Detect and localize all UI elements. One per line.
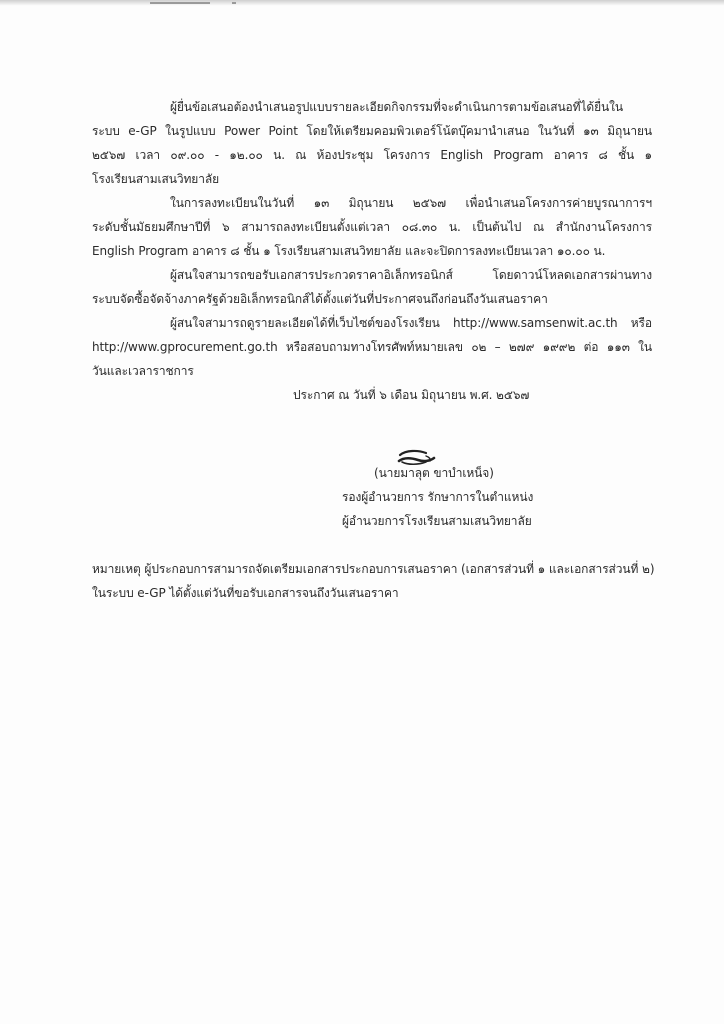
paragraph-4-line-3: วันและเวลาราชการ xyxy=(92,364,194,378)
paragraph-4-line-2: http://www.gprocurement.go.th หรือสอบถามทางโทรศัพท์หมายเลข ๐๒ – ๒๗๙ ๑๙๙๒ ต่อ ๑๑๓ ใน xyxy=(92,340,652,354)
scan-top-edge xyxy=(0,0,724,6)
note-line-2: ในระบบ e-GP ได้ตั้งแต่วันที่ขอรับเอกสารจนถึงวันเสนอราคา xyxy=(92,586,399,600)
paragraph-1-line-4: โรงเรียนสามเสนวิทยาลัย xyxy=(92,172,220,186)
scan-mark xyxy=(150,2,210,4)
signatory-name: (นายมาลุต ขาบำเหน็จ) xyxy=(374,466,494,480)
paragraph-2-line-1: ในการลงทะเบียนในวันที่ ๑๓ มิถุนายน ๒๕๖๗ เพื่อนำเสนอโครงการค่ายบูรณาการฯ xyxy=(170,196,652,210)
paragraph-1-line-1: ผู้ยื่นข้อเสนอต้องนำเสนอรูปแบบรายละเอียดกิจกรรมที่จะดำเนินการตามข้อเสนอที่ได้ยื่นใน xyxy=(170,100,623,114)
announcement-date: ประกาศ ณ วันที่ ๖ เดือน มิถุนายน พ.ศ. ๒๕๖๗ xyxy=(293,388,530,402)
scan-mark xyxy=(232,2,236,4)
paragraph-3-line-1: ผู้สนใจสามารถขอรับเอกสารประกวดราคาอิเล็กทรอนิกส์ โดยดาวน์โหลดเอกสารผ่านทาง xyxy=(170,268,652,282)
paragraph-2-line-3: English Program อาคาร ๘ ชั้น ๑ โรงเรียนสามเสนวิทยาลัย และจะปิดการลงทะเบียนเวลา ๑๐.๐๐ น. xyxy=(92,244,606,258)
signatory-position-1: รองผู้อำนวยการ รักษาการในตำแหน่ง xyxy=(342,490,534,504)
paragraph-3-line-2: ระบบจัดซื้อจัดจ้างภาครัฐด้วยอิเล็กทรอนิกส์ได้ตั้งแต่วันที่ประกาศจนถึงก่อนถึงวันเสนอราคา xyxy=(92,292,548,306)
paragraph-1-line-2: ระบบ e-GP ในรูปแบบ Power Point โดยให้เตรียมคอมพิวเตอร์โน้ตบุ๊คมานำเสนอ ในวันที่ ๑๓ มิถุนายน xyxy=(92,124,652,138)
paragraph-4-line-1: ผู้สนใจสามารถดูรายละเอียดได้ที่เว็บไซต์ของโรงเรียน http://www.samsenwit.ac.th หรือ xyxy=(170,316,652,330)
signatory-position-2: ผู้อำนวยการโรงเรียนสามเสนวิทยาลัย xyxy=(342,514,532,528)
paragraph-1-line-3: ๒๕๖๗ เวลา ๐๙.๐๐ - ๑๒.๐๐ น. ณ ห้องประชุม โครงการ English Program อาคาร ๘ ชั้น ๑ xyxy=(92,148,652,162)
paragraph-2-line-2: ระดับชั้นมัธยมศึกษาปีที่ ๖ สามารถลงทะเบียนตั้งแต่เวลา ๐๘.๓๐ น. เป็นต้นไป ณ สำนักงานโครงการ xyxy=(92,220,652,234)
note-line-1: หมายเหตุ ผู้ประกอบการสามารถจัดเตรียมเอกสารประกอบการเสนอราคา (เอกสารส่วนที่ ๑ และเอกสารส่วนที่ ๒) xyxy=(92,562,655,576)
